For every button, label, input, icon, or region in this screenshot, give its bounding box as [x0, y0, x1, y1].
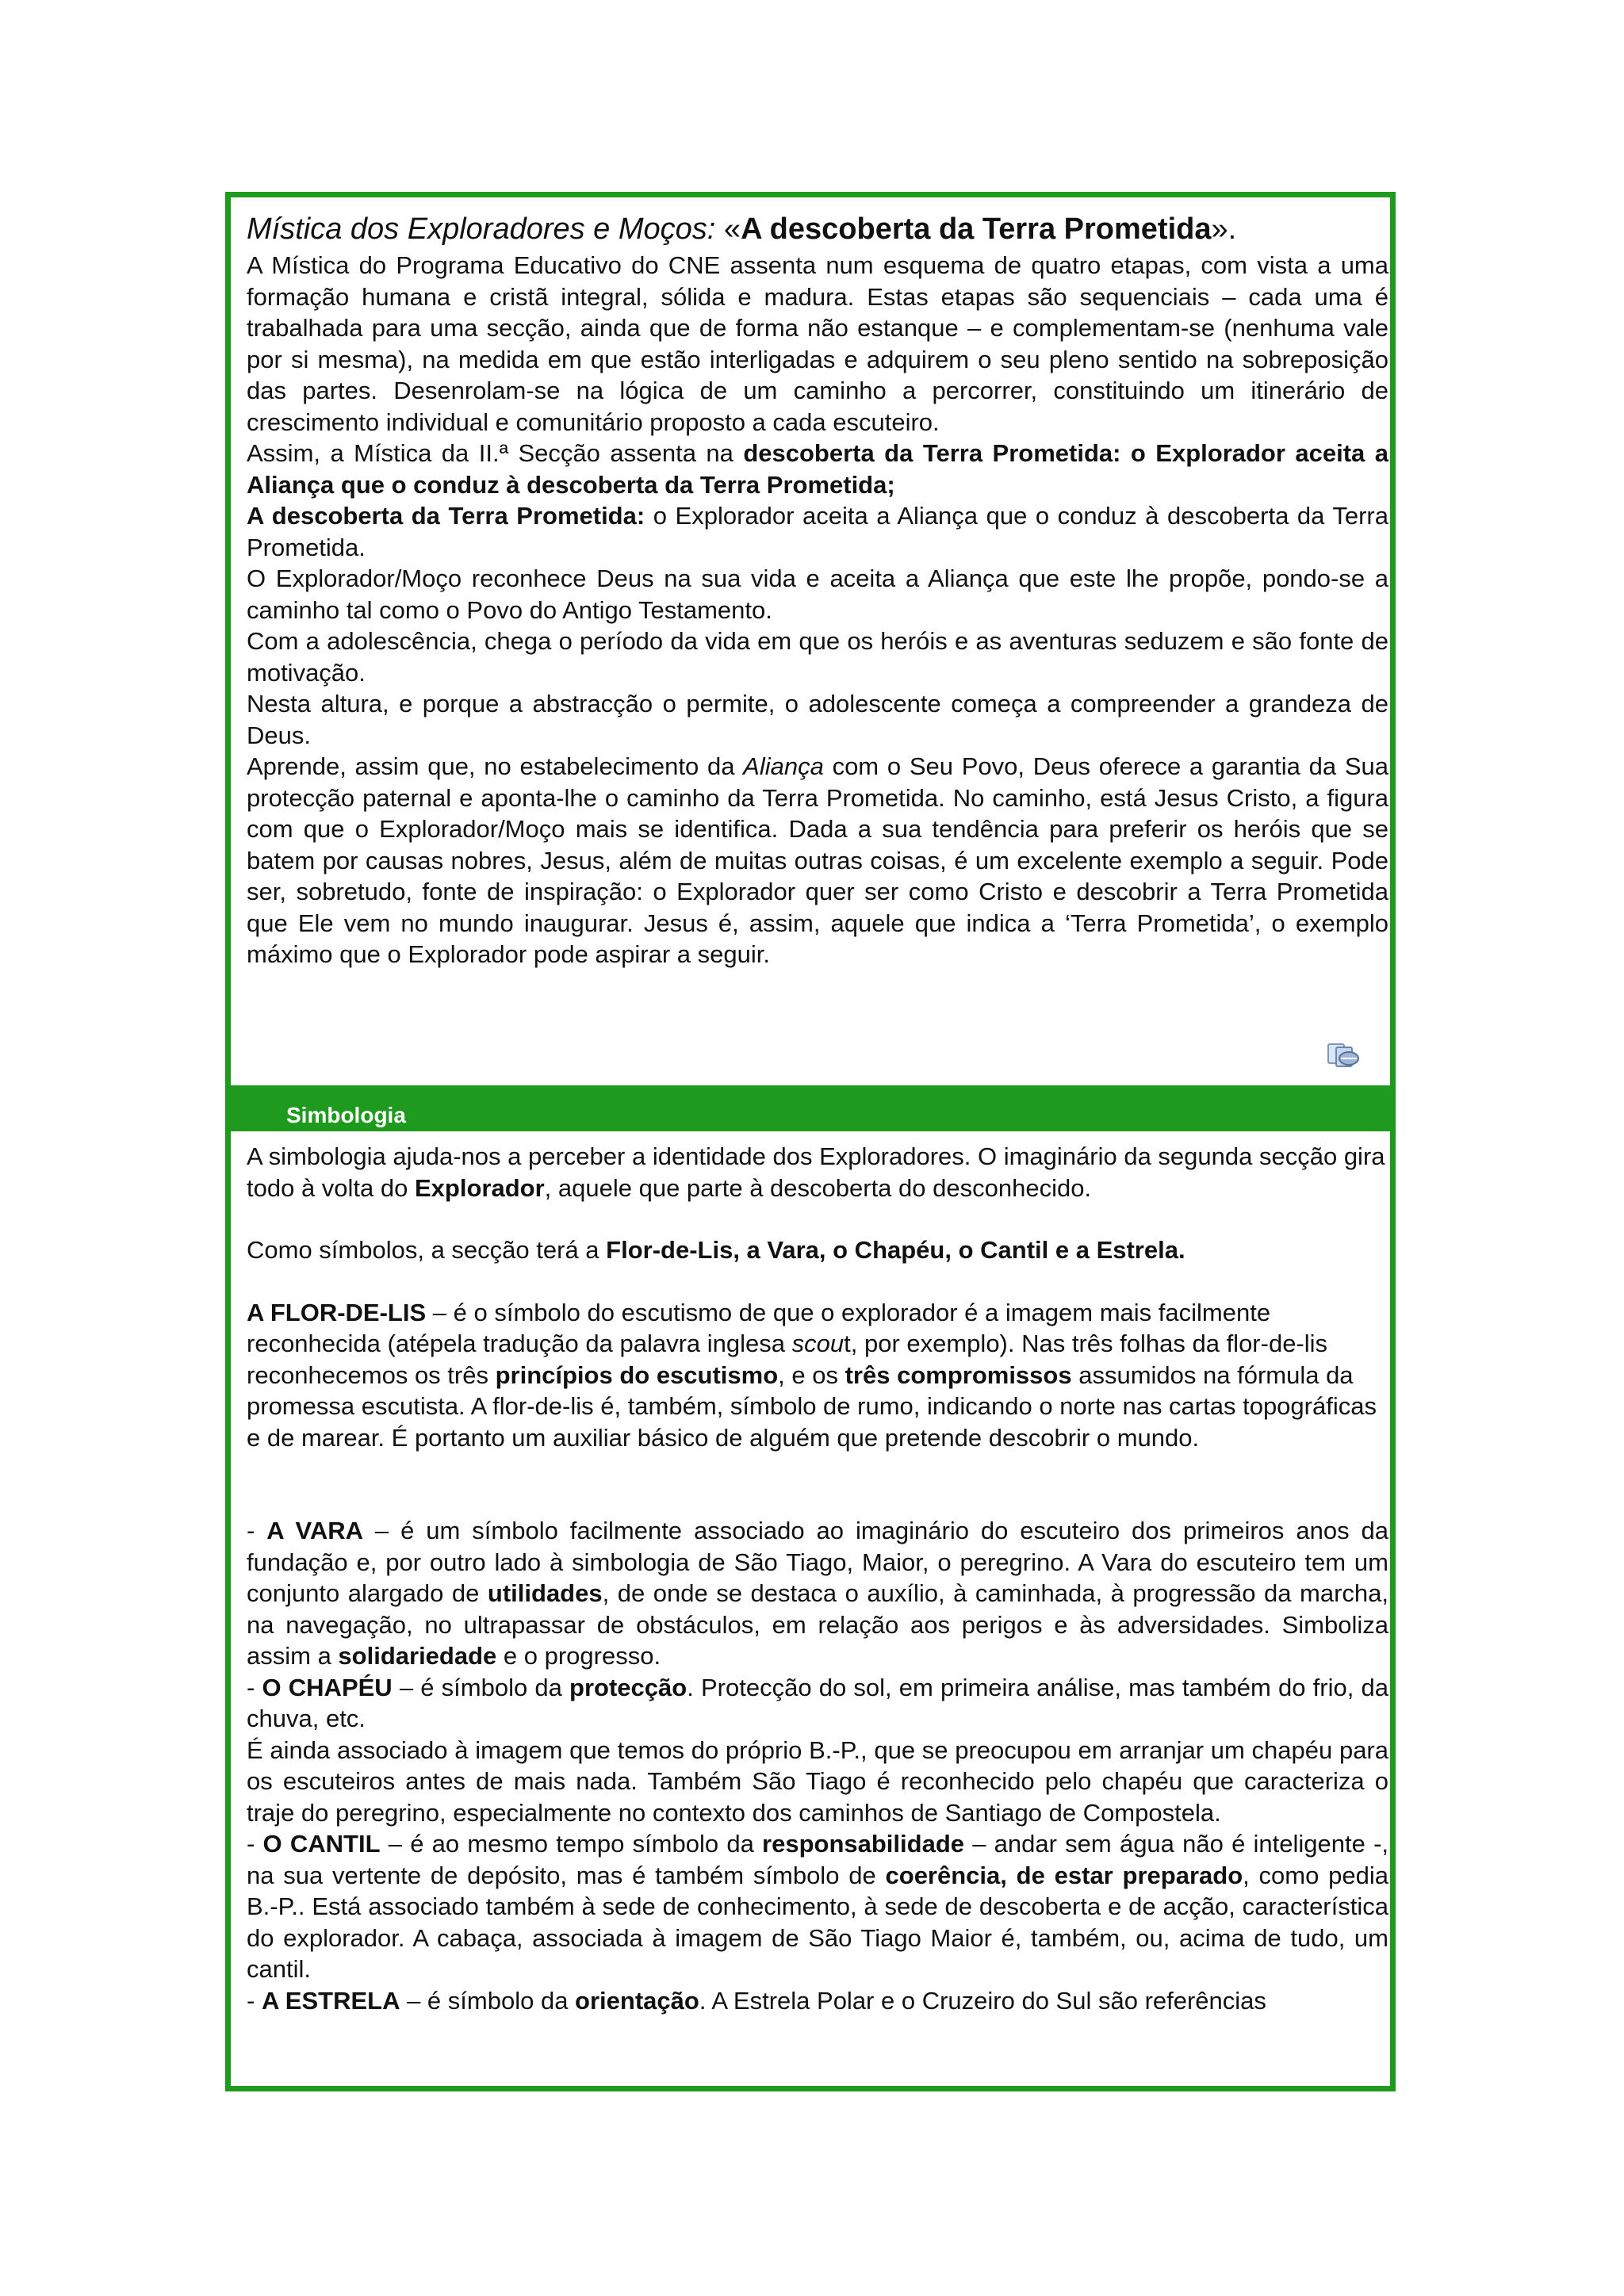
mistica-paragraph-2: Assim, a Mística da II.ª Secção assenta na descoberta da Terra Prometida: o Explorador aceita a Aliança que o conduz à descoberta da Terra Prometida; [247, 439, 1388, 499]
content-frame [225, 192, 1396, 2091]
simbologia-header-band [231, 1085, 1390, 1131]
mistica-paragraph-7: Aprende, assim que, no estabelecimento da Aliança com o Seu Povo, Deus oferece a garantia da Sua protecção paternal e aponta-lhe o caminho da Terra Prometida. No caminho, está Jesus Cristo, a figura com que o Explorador/Moço mais se identifica. Dada a sua tendência para preferir os heróis que se batem por causas nobres, Jesus, além de muitas outras coisas, é um excelente exemplo a seguir. Pode ser, sobretudo, fonte de inspiração: o Explorador quer ser como Cristo e descobrir a Terra Prometida que Ele vem no mundo inaugurar. Jesus é, assim, aquele que indica a ‘Terra Prometida’, o exemplo máximo que o Explorador pode aspirar a seguir. [247, 752, 1388, 968]
simbologia-heading: Simbologia [286, 1103, 406, 1127]
mistica-paragraph-3: A descoberta da Terra Prometida: o Explorador aceita a Aliança que o conduz à descoberta da Terra Prometida. [247, 502, 1388, 561]
simbologia-intro: A simbologia ajuda-nos a perceber a identidade dos Exploradores. O imaginário da segunda secção gira todo à volta do Explorador, aquele que parte à descoberta do desconhecido. [247, 1142, 1385, 1202]
document-link-icon[interactable] [1325, 1038, 1362, 1070]
mistica-paragraph-5: Com a adolescência, chega o período da vida em que os heróis e as aventuras seduzem e são fonte de motivação. [247, 627, 1388, 687]
mistica-paragraph-6: Nesta altura, e porque a abstracção o permite, o adolescente começa a compreender a grandeza de Deus. [247, 690, 1388, 749]
flor-de-lis-paragraph: A FLOR-DE-LIS – é o símbolo do escutismo de que o explorador é a imagem mais facilmente reconhecida (atépela tradução da palavra inglesa scout, por exemplo). Nas três folhas da flor-de-lis reconhecemos os três princípios do escutismo, e os três compromissos assumidos na fórmula da promessa escutista. A flor-de-lis é, também, símbolo de rumo, indicando o norte nas cartas topográficas e de marear. É portanto um auxiliar básico de alguém que pretende descobrir o mundo. [247, 1298, 1377, 1452]
simbologia-symbols-list: Como símbolos, a secção terá a Flor-de-Lis, a Vara, o Chapéu, o Cantil e a Estrela. [247, 1236, 1185, 1264]
chapeu-paragraph: - O CHAPÉU – é símbolo da protecção. Protecção do sol, em primeira análise, mas também do frio, da chuva, etc. [247, 1673, 1389, 1732]
chapeu-paragraph-2: É ainda associado à imagem que temos do próprio B.-P., que se preocupou em arranjar um chapéu para os escuteiros antes de mais nada. Também São Tiago é reconhecido pelo chapéu que caracteriza o traje do peregrino, especialmente no contexto dos caminhos de Santiago de Compostela. [247, 1735, 1388, 1827]
cantil-paragraph: - O CANTIL – é ao mesmo tempo símbolo da responsabilidade – andar sem água não é inteligente -, na sua vertente de depósito, mas é também símbolo de coerência, de estar preparado, como pedia B.-P.. Está associado também à sede de conhecimento, à sede de descoberta e de acção, característica do explorador. A cabaça, associada à imagem de São Tiago Maior é, também, ou, acima de tudo, um cantil. [247, 1830, 1389, 1983]
mistica-section [247, 209, 1388, 970]
mistica-paragraph-1: A Mística do Programa Educativo do CNE assenta num esquema de quatro etapas, com vista a uma formação humana e cristã integral, sólida e madura. Estas etapas são sequenciais – cada uma é trabalhada para uma secção, ainda que de forma não estanque – e complementam-se (nenhuma vale por si mesma), na medida em que estão interligadas e adquirem o seu pleno sentido na sobreposição das partes. Desenrolam-se na lógica de um caminho a percorrer, constituindo um itinerário de crescimento individual e comunitário proposto a cada escuteiro. [247, 251, 1388, 436]
mistica-title: Mística dos Exploradores e Moços: «A descoberta da Terra Prometida». [247, 212, 1237, 246]
mistica-paragraph-4: O Explorador/Moço reconhece Deus na sua vida e aceita a Aliança que este lhe propõe, pondo-se a caminho tal como o Povo do Antigo Testamento. [247, 564, 1388, 624]
estrela-paragraph: - A ESTRELA – é símbolo da orientação. A Estrela Polar e o Cruzeiro do Sul são referências [247, 1986, 1266, 2015]
simbologia-section [247, 1141, 1388, 2016]
vara-paragraph: - A VARA – é um símbolo facilmente associado ao imaginário do escuteiro dos primeiros anos da fundação e, por outro lado à simbologia de São Tiago, Maior, o peregrino. A Vara do escuteiro tem um conjunto alargado de utilidades, de onde se destaca o auxílio, à caminhada, à progressão da marcha, na navegação, no ultrapassar de obstáculos, em relação aos perigos e às adversidades. Simboliza assim a solidariedade e o progresso. [247, 1517, 1388, 1670]
